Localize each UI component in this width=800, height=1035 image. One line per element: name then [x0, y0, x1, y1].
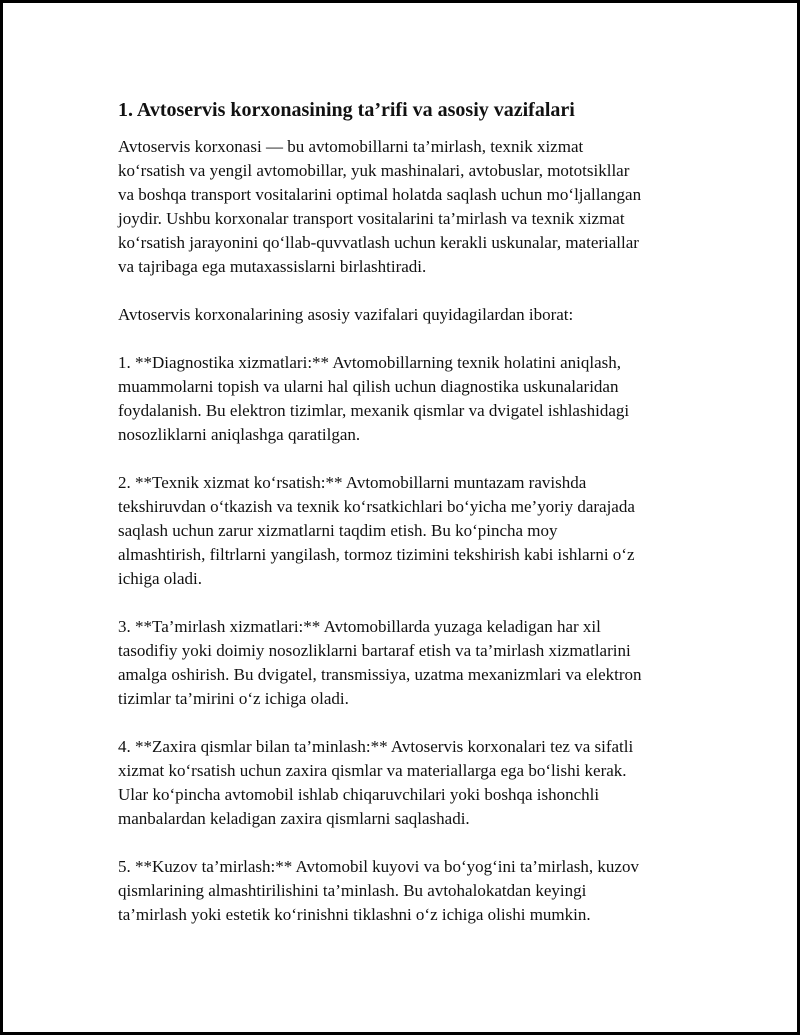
intro-paragraph: Avtoservis korxonasi — bu avtomobillarni ta’mirlash, texnik xizmat ko‘rsatish va yengil avtomobillar, yuk mashinalari, avtobuslar, mototsikllar va boshqa transport vositalarini optimal holatda saqlash uchun mo‘ljallangan joydir. Ushbu korxonalar transport vositalarini ta’mirlash va texnik xizmat ko‘rsatish jarayonini qo‘llab-quvvatlash uchun kerakli uskunalar, materiallar va tajribaga ega mutaxassislarni birlashtiradi. — [118, 137, 642, 276]
task-item-spare-parts: 4. **Zaxira qismlar bilan ta’minlash:** Avtoservis korxonalari tez va sifatli xizmat ko‘rsatish uchun zaxira qismlar va materiallarga ega bo‘lishi kerak. Ular ko‘pincha avtomobil ishlab chiqaruvchilari yoki boshqa ishonchli manbalardan keladigan zaxira qismlarni saqlashadi. — [118, 737, 634, 828]
section-heading: 1. Avtoservis korxonasining ta’rifi va asosiy vazifalari — [118, 99, 575, 121]
task-item-maintenance: 2. **Texnik xizmat ko‘rsatish:** Avtomobillarni muntazam ravishda tekshiruvdan o‘tkazish va texnik ko‘rsatkichlari bo‘yicha me’yoriy darajada saqlash uchun zarur xizmatlarni taqdim etish. Bu ko‘pincha moy almashtirish, filtrlarni yangilash, tormoz tizimini tekshirish kabi ishlarni o‘z ichiga oladi. — [118, 473, 635, 588]
task-item-diagnostics: 1. **Diagnostika xizmatlari:** Avtomobillarning texnik holatini aniqlash, muammolarni topish va ularni hal qilish uchun diagnostika uskunalaridan foydalanish. Bu elektron tizimlar, mexanik qismlar va dvigatel ishlashidagi nosozliklarni aniqlashga qaratilgan. — [118, 353, 630, 444]
tasks-intro-paragraph: Avtoservis korxonalarining asosiy vazifalari quyidagilardan iborat: — [118, 305, 574, 324]
task-item-body-repair: 5. **Kuzov ta’mirlash:** Avtomobil kuyovi va bo‘yog‘ini ta’mirlash, kuzov qismlarining almashtirilishini ta’minlash. Bu avtohalokatdan keyingi ta’mirlash yoki estetik ko‘rinishni tiklashni o‘z ichiga olishi mumkin. — [118, 857, 639, 924]
task-item-repair: 3. **Ta’mirlash xizmatlari:** Avtomobillarda yuzaga keladigan har xil tasodifiy yoki doimiy nosozliklarni bartaraf etish va ta’mirlash xizmatlarini amalga oshirish. Bu dvigatel, transmissiya, uzatma mexanizmlari va elektron tizimlar ta’mirini o‘z ichiga oladi. — [118, 617, 642, 708]
